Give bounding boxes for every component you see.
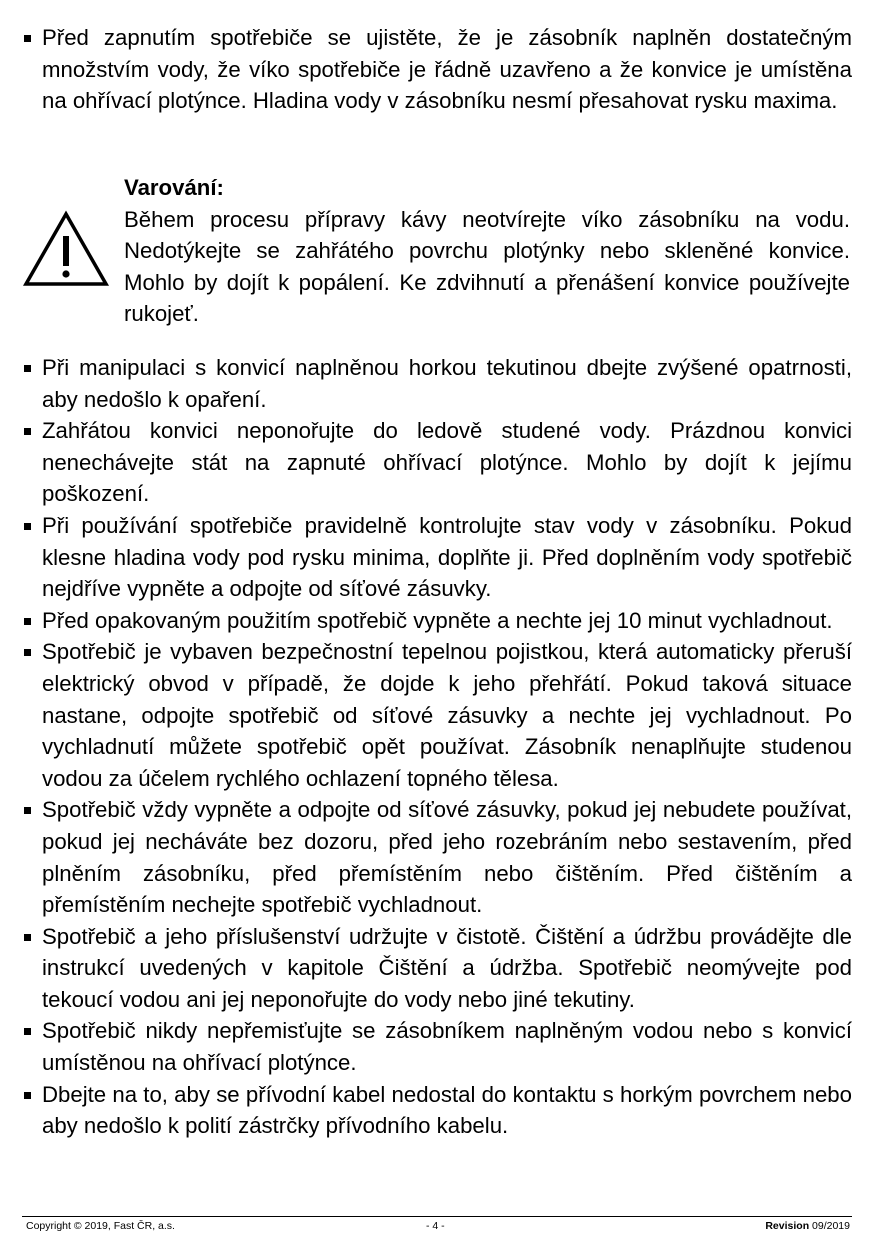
safety-bullet-list bbox=[22, 352, 852, 1142]
warning-title: Varování: bbox=[124, 175, 224, 200]
bullet-text: Při používání spotřebiče pravidelně kontrolujte stav vody v zásobníku. Pokud klesne hladina vody pod rysku minima, doplňte ji. Před doplněním vody spotřebič nejdříve vypněte a odpojte od síťové zásuvky. bbox=[42, 512, 852, 602]
warning-block bbox=[22, 172, 852, 332]
footer-revision-date: 09/2019 bbox=[812, 1220, 850, 1232]
square-bullet-icon bbox=[24, 365, 31, 372]
square-bullet-icon bbox=[24, 649, 31, 656]
bullet-item bbox=[22, 605, 852, 637]
bullet-item bbox=[22, 921, 852, 1016]
square-bullet-icon bbox=[24, 523, 31, 530]
bullet-item bbox=[22, 22, 852, 117]
footer-revision-label: Revision bbox=[765, 1220, 810, 1232]
bullet-item bbox=[22, 510, 852, 605]
footer-revision bbox=[765, 1220, 850, 1232]
bullet-text: Dbejte na to, aby se přívodní kabel nedostal do kontaktu s horkým povrchem nebo aby nedošlo k polití zástrčky přívodního kabelu. bbox=[42, 1081, 852, 1139]
warning-text-block bbox=[124, 172, 850, 330]
bullet-item bbox=[22, 415, 852, 510]
warning-triangle-icon bbox=[22, 210, 110, 288]
warning-body: Během procesu přípravy kávy neotvírejte víko zásobníku na vodu. Nedotýkejte se zahřátého povrchu plotýnky nebo skleněné konvice. Mohlo by dojít k popálení. Ke zdvihnutí a přenášení konvice používejte rukojeť. bbox=[124, 206, 850, 327]
square-bullet-icon bbox=[24, 934, 31, 941]
bullet-text: Spotřebič je vybaven bezpečnostní tepelnou pojistkou, která automaticky přeruší elektrický obvod v případě, že dojde k jeho přehřátí. Pokud taková situace nastane, odpojte spotřebič od síťové zásuvky a nechte jej vychladnout. Po vychladnutí můžete spotřebič opět používat. Zásobník nenaplňujte studenou vodou za účelem rychlého ochlazení topného tělesa. bbox=[42, 639, 852, 791]
bullet-text: Spotřebič vždy vypněte a odpojte od síťové zásuvky, pokud jej nebudete používat, pokud jej necháváte bez dozoru, před jeho rozebráním nebo sestavením, před plněním zásobníku, před přemístěním nebo čištěním. Před čištěním a přemístěním nechejte spotřebič vychladnout. bbox=[42, 797, 852, 918]
bullet-item bbox=[22, 1079, 852, 1142]
square-bullet-icon bbox=[24, 428, 31, 435]
bullet-item bbox=[22, 1015, 852, 1078]
square-bullet-icon bbox=[24, 618, 31, 625]
footer-divider bbox=[22, 1216, 852, 1217]
bullet-text: Spotřebič a jeho příslušenství udržujte v čistotě. Čištění a údržbu provádějte dle instrukcí uvedených v kapitole Čištění a údržba. Spotřebič neomývejte pod tekoucí vodou ani jej neponořujte do vody nebo jiné tekutiny. bbox=[42, 923, 852, 1012]
bullet-text: Zahřátou konvici neponořujte do ledově studené vody. Prázdnou konvici nenechávejte stát na zapnuté ohřívací plotýnce. Mohlo by dojít k jejímu poškození. bbox=[42, 418, 852, 507]
square-bullet-icon bbox=[24, 1028, 31, 1035]
bullet-text: Spotřebič nikdy nepřemisťujte se zásobníkem naplněným vodou nebo s konvicí umístěnou na ohřívací plotýnce. bbox=[42, 1018, 852, 1076]
square-bullet-icon bbox=[24, 35, 31, 42]
bullet-text: Před zapnutím spotřebiče se ujistěte, že je zásobník naplněn dostatečným množstvím vody, že víko spotřebiče je řádně uzavřeno a že konvice je umístěna na ohřívací plotýnce. Hladina vody v zásobníku nesmí přesahovat rysku maxima. bbox=[42, 25, 852, 114]
footer-page-number: - 4 - bbox=[426, 1220, 445, 1232]
bullet-item bbox=[22, 636, 852, 794]
footer-copyright: Copyright © 2019, Fast ČR, a.s. bbox=[26, 1220, 175, 1232]
square-bullet-icon bbox=[24, 807, 31, 814]
square-bullet-icon bbox=[24, 1092, 31, 1099]
bullet-item bbox=[22, 794, 852, 920]
bullet-text: Před opakovaným použitím spotřebič vypněte a nechte jej 10 minut vychladnout. bbox=[42, 607, 833, 633]
bullet-text: Při manipulaci s konvicí naplněnou horkou tekutinou dbejte zvýšené opatrnosti, aby nedošlo k opaření. bbox=[42, 355, 852, 412]
intro-bullet-list bbox=[22, 22, 852, 117]
bullet-item bbox=[22, 352, 852, 415]
